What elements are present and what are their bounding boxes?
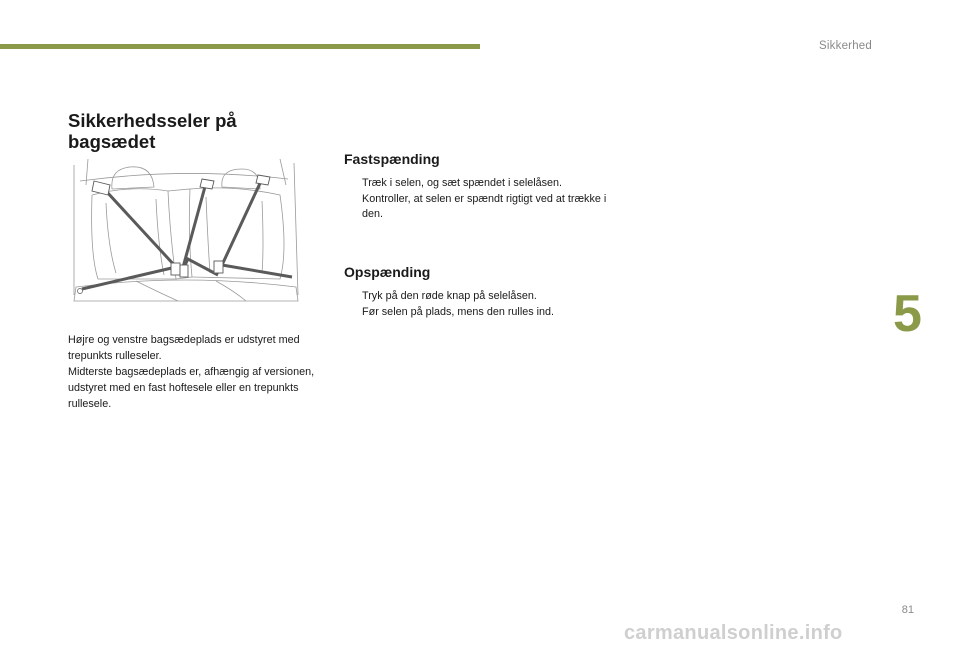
fastening-heading: Fastspænding [344,151,440,167]
watermark: carmanualsonline.info [624,622,843,644]
step-text: Tryk på den røde knap på selelåsen. [362,290,537,302]
step-text: Træk i selen, og sæt spændet i selelåsen. [362,177,563,189]
step-item [344,305,614,320]
page-number: 81 [901,604,914,616]
illustration-caption [68,332,328,412]
unfastening-heading: Opspænding [344,264,431,280]
main-heading-line-1: Sikkerhedsseler på [68,110,237,131]
section-title: Sikkerhed [819,40,872,52]
main-heading [68,110,318,152]
chapter-number: 5 [893,285,922,343]
step-item [344,192,614,222]
step-text: Før selen på plads, mens den rulles ind. [362,306,555,318]
header-accent-bar [0,44,480,49]
caption-paragraph: Højre og venstre bagsædeplads er udstyret med trepunkts rulleseler. [68,334,300,362]
step-item [344,289,614,304]
fastening-steps [344,176,614,223]
caption-paragraph: Midterste bagsædeplads er, afhængig af versionen, udstyret med en fast hoftesele eller en trepunkts rullesele. [68,366,315,410]
rear-seat-belt-illustration [66,155,302,303]
step-item [344,176,614,191]
step-text: Kontroller, at selen er spændt rigtigt ved at trække i den. [362,193,607,220]
unfastening-steps [344,289,614,321]
main-heading-line-2: bagsædet [68,131,156,152]
